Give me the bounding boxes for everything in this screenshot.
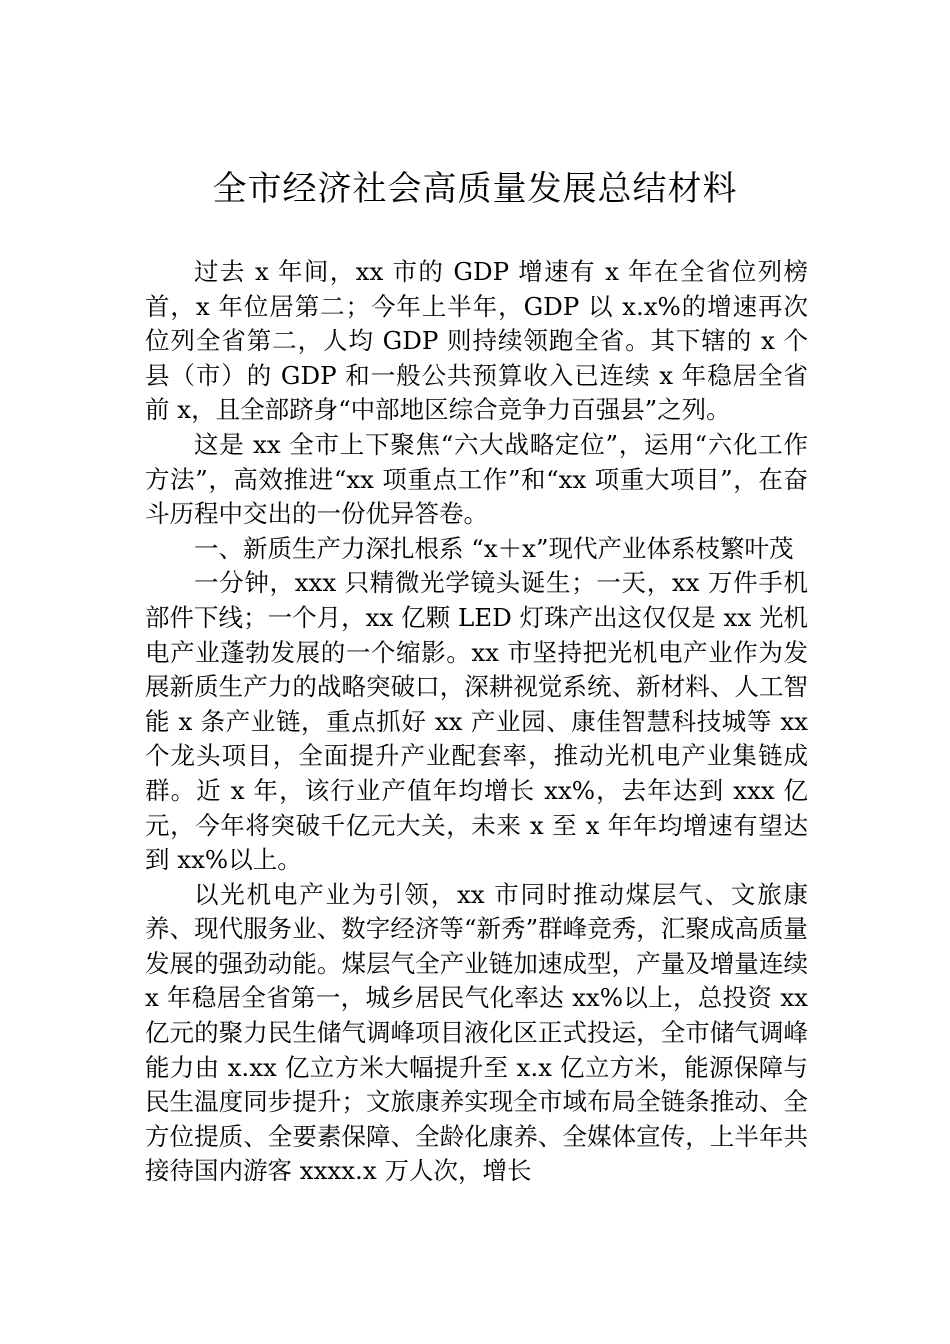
document-title: 全市经济社会高质量发展总结材料 [212, 169, 738, 209]
paragraph: 一分钟，xxx 只精微光学镜头诞生；一天，xx 万件手机部件下线；一个月，xx 亿颗 LED 灯珠产出这仅仅是 xx 光机电产业蓬勃发展的一个缩影。xx 市坚持把光机电产业作为发展新质生产力的战略突破口，深耕视觉系统、新材料、人工智能 x 条产业链，重点抓好 xx 产业园、康佳智慧科技城等 xx 个龙头项目，全面提升产业配套率，推动光机电产业集链成群。近 x 年，该行业产值年均增长 xx%，去年达到 xxx 亿元，今年将突破千亿元大关，未来 x 至 x 年年均增速有望达到 xx%以上。 [145, 568, 808, 875]
document-body [145, 255, 808, 1189]
paragraph: 过去 x 年间，xx 市的 GDP 增速有 x 年在全省位列榜首，x 年位居第二；今年上半年，GDP 以 x.x%的增速再次位列全省第二，人均 GDP 则持续领跑全省。其下辖的 x 个县（市）的 GDP 和一般公共预算收入已连续 x 年稳居全省前 x，且全部跻身“中部地区综合竞争力百强县”之列。 [145, 257, 808, 425]
paragraph: 以光机电产业为引领，xx 市同时推动煤层气、文旅康养、现代服务业、数字经济等“新秀”群峰竞秀，汇聚成高质量发展的强劲动能。煤层气全产业链加速成型，产量及增量连续 x 年稳居全省第一，城乡居民气化率达 xx%以上，总投资 xx 亿元的聚力民生储气调峰项目液化区正式投运，全市储气调峰能力由 x.xx 亿立方米大幅提升至 x.x 亿立方米，能源保障与民生温度同步提升；文旅康养实现全市域布局全链条推动、全方位提质、全要素保障、全龄化康养、全媒体宣传，上半年共接待国内游客 xxxx.x 万人次，增长 [145, 879, 808, 1186]
section-heading: 一、新质生产力深扎根系 “x＋x”现代产业体系枝繁叶茂 [194, 533, 794, 563]
paragraph: 这是 xx 全市上下聚焦“六大战略定位”，运用“六化工作方法”，高效推进“xx 项重点工作”和“xx 项重大项目”，在奋斗历程中交出的一份优异答卷。 [145, 429, 808, 529]
